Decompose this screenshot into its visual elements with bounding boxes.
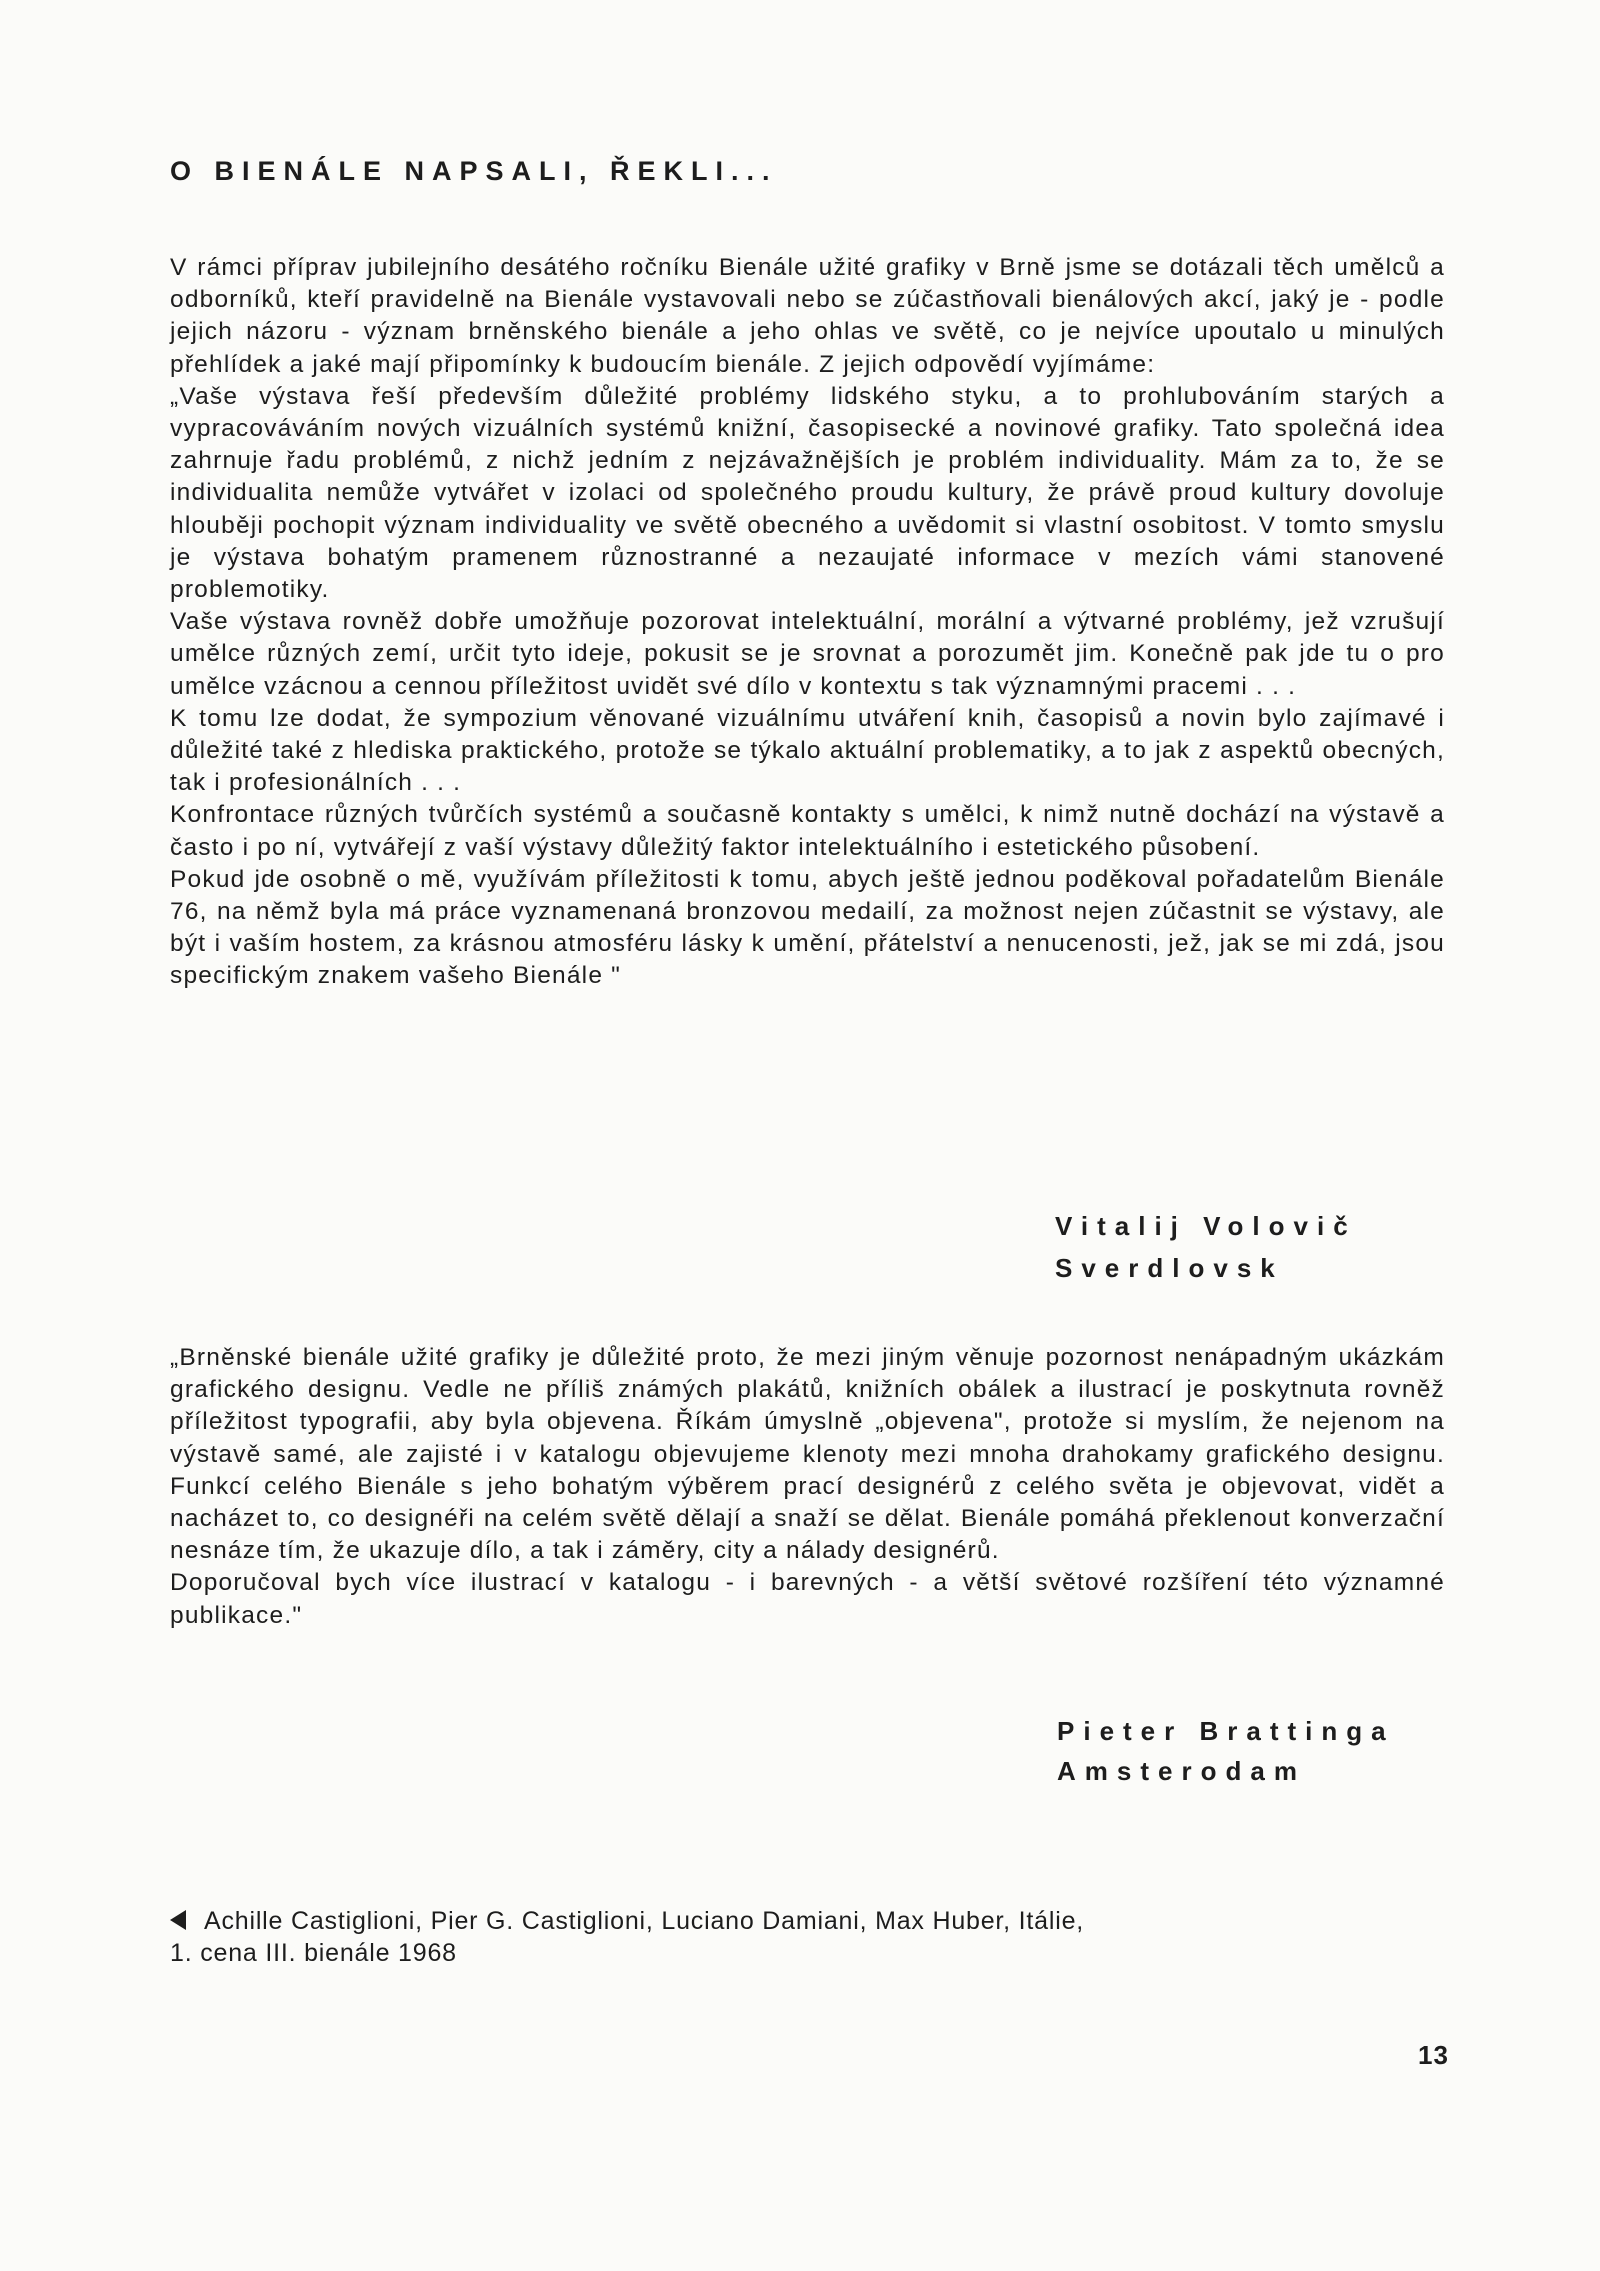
signature-name-brattinga: Pieter Brattinga: [1057, 1716, 1395, 1746]
quote-paragraph: Konfrontace různých tvůrčích systémů a současně kontakty s umělci, k nimž nutně dochází na výstavě a často i po ní, vytvářejí z vaší výstavy důležitý faktor intelektuálního i estetického působení.: [170, 801, 1445, 861]
quote-paragraph: Doporučoval bych více ilustrací v katalogu - i barevných - a větší světové rozšíření této významné publikace.": [170, 1569, 1445, 1629]
quote-paragraph: K tomu lze dodat, že sympozium věnované vizuálnímu utváření knih, časopisů a novin bylo zajímavé i důležité také z hlediska praktického, protože se týkalo aktuální problematiky, a to jak z aspektů obecných, tak i profesionálních . . .: [170, 704, 1445, 797]
quote-paragraph: Pokud jde osobně o mě, využívám příležitosti k tomu, abych ještě jednou poděkoval pořadatelům Bienále 76, na němž byla má práce vyznamenaná bronzovou medailí, za možnost nejen zúčastnit se výstavy, ale být i vaším hostem, za krásnou atmosféru lásky k umění, přátelství a nenucenosti, jež, jak se mi zdá, jsou specifickým znakem vašeho Bienále ": [170, 865, 1445, 990]
intro-paragraph: V rámci příprav jubilejního desátého ročníku Bienále užité grafiky v Brně jsme se dotázali těch umělců a odborníků, kteří pravidelně na Bienále vystavovali nebo se zúčastňovali bienálových akcí, jaký je - podle jejich názoru - význam brněnského bienále a jeho ohlas ve světě, co je nejvíce upoutalo u minulých přehlídek a jaké mají připomínky k budoucím bienále. Z jejich odpovědí vyjímáme:: [170, 254, 1445, 378]
caption-line: 1. cena III. bienále 1968: [170, 1939, 457, 1967]
signature-name-volovic: Vitalij Volovič: [1055, 1211, 1357, 1241]
signature-place-sverdlovsk: Sverdlovsk: [1055, 1253, 1284, 1283]
caption-text: Achille Castiglioni, Pier G. Castiglioni, Luciano Damiani, Max Huber, Itálie,: [204, 1907, 1085, 1935]
quote-paragraph: Vaše výstava rovněž dobře umožňuje pozorovat intelektuální, morální a výtvarné problémy, jež vzrušují umělce různých zemí, určit tyto ideje, pokusit se je srovnat a porozumět jim. Konečně pak jde tu o pro umělce vzácnou a cennou příležitost uvidět své dílo v kontextu s tak významnými pracemi . . .: [170, 608, 1445, 700]
quote-paragraph: „Vaše výstava řeší především důležité problémy lidského styku, a to prohlubováním starých a vypracováváním nových vizuálních systémů knižní, časopisecké a novinové grafiky. Tato společná idea zahrnuje řadu problémů, z nichž jedním z nejzávažnějších je problém individuality. Mám za to, že se individualita nemůže vytvářet v izolaci od společného proudu kultury, že právě proud kultury dovoluje hlouběji pochopit význam individuality ve světě obecného a uvědomit si vlastní osobitost. V tomto smyslu je výstava bohatým pramenem různostranné a nezaujaté informace v mezích vámi stanovené problemotiky.: [170, 382, 1445, 604]
arrow-left-icon: [170, 1910, 186, 1930]
page-number: 13: [1418, 2040, 1449, 2070]
article-body-2: [170, 1342, 1445, 1632]
caption-line: [170, 1905, 1445, 1937]
signature-place-amsterodam: Amsterodam: [1057, 1756, 1306, 1786]
page-title: O BIENÁLE NAPSALI, ŘEKLI...: [170, 156, 778, 186]
image-caption: [170, 1905, 1445, 1969]
article-body-1: [170, 252, 1445, 993]
quote-paragraph: „Brněnské bienále užité grafiky je důležité proto, že mezi jiným věnuje pozornost nenápadným ukázkám grafického designu. Vedle ne příliš známých plakátů, knižních obálek a ilustrací je poskytnuta rovněž příležitost typografii, aby byla objevena. Říkám úmyslně „objevena", protože si myslím, že nejenom na výstavě samé, ale zajisté i v katalogu objevujeme klenoty mezi mnoha drahokamy grafického designu. Funkcí celého Bienále s jeho bohatým výběrem prací designérů z celého světa je objevovat, vidět a nacházet to, co designéři na celém světě dělají a snaží se dělat. Bienále pomáhá překlenout konverzační nesnáze tím, že ukazuje dílo, a tak i záměry, city a nálady designérů.: [170, 1344, 1445, 1565]
